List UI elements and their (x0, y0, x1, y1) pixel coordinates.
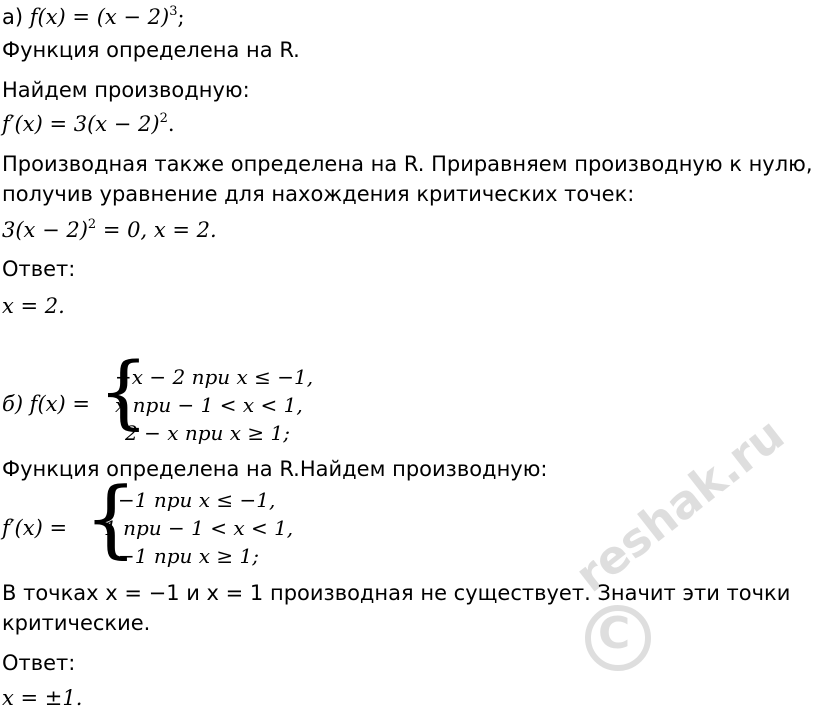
left-brace-icon: { (98, 345, 149, 438)
part-a-equation: $3(x - 2)^2 = 0$, x = 2. (2, 217, 217, 242)
part-a-domain: Функция определена на R. (2, 38, 300, 62)
part-a-function: а) $f(x) = (x - 2)^3$; (2, 4, 185, 29)
part-a-derivative: $f'(x) = 3(x - 2)^2$. (2, 111, 175, 136)
part-a-derivative-intro: Найдем производную: (2, 78, 250, 102)
watermark-symbol: C (598, 608, 631, 659)
case-row: x при − 1 < x < 1, (115, 393, 303, 417)
case-row: 1 при − 1 < x < 1, (104, 516, 294, 540)
part-a-answer: x = 2. (2, 294, 65, 318)
case-row: −1 при x ≥ 1; (118, 544, 259, 568)
part-b-domain: Функция определена на R.Найдем производную: (2, 457, 548, 481)
left-brace-icon: { (84, 469, 138, 567)
part-a-deriv-domain-2: получив уравнение для нахождения критических точек: (2, 182, 635, 206)
part-b-deriv-prefix: f′(x) = (2, 516, 68, 540)
part-b-answer-label: Ответ: (2, 651, 76, 675)
part-b-conclusion-1: В точках x = −1 и x = 1 производная не существует. Значит эти точки (2, 581, 791, 605)
case-row: 2 − x при x ≥ 1; (125, 421, 290, 445)
part-b-prefix: б) f(x) = (2, 392, 90, 416)
part-b-answer: x = ±1. (2, 686, 83, 710)
part-b-conclusion-2: критические. (2, 611, 151, 635)
part-a-answer-label: Ответ: (2, 257, 76, 281)
case-row: −1 при x ≤ −1, (118, 488, 276, 512)
part-a-deriv-domain-1: Производная также определена на R. Приравняем производную к нулю, (2, 152, 813, 176)
case-row: −x − 2 при x ≤ −1, (115, 365, 314, 389)
watermark-text: reshak.ru (565, 406, 795, 603)
